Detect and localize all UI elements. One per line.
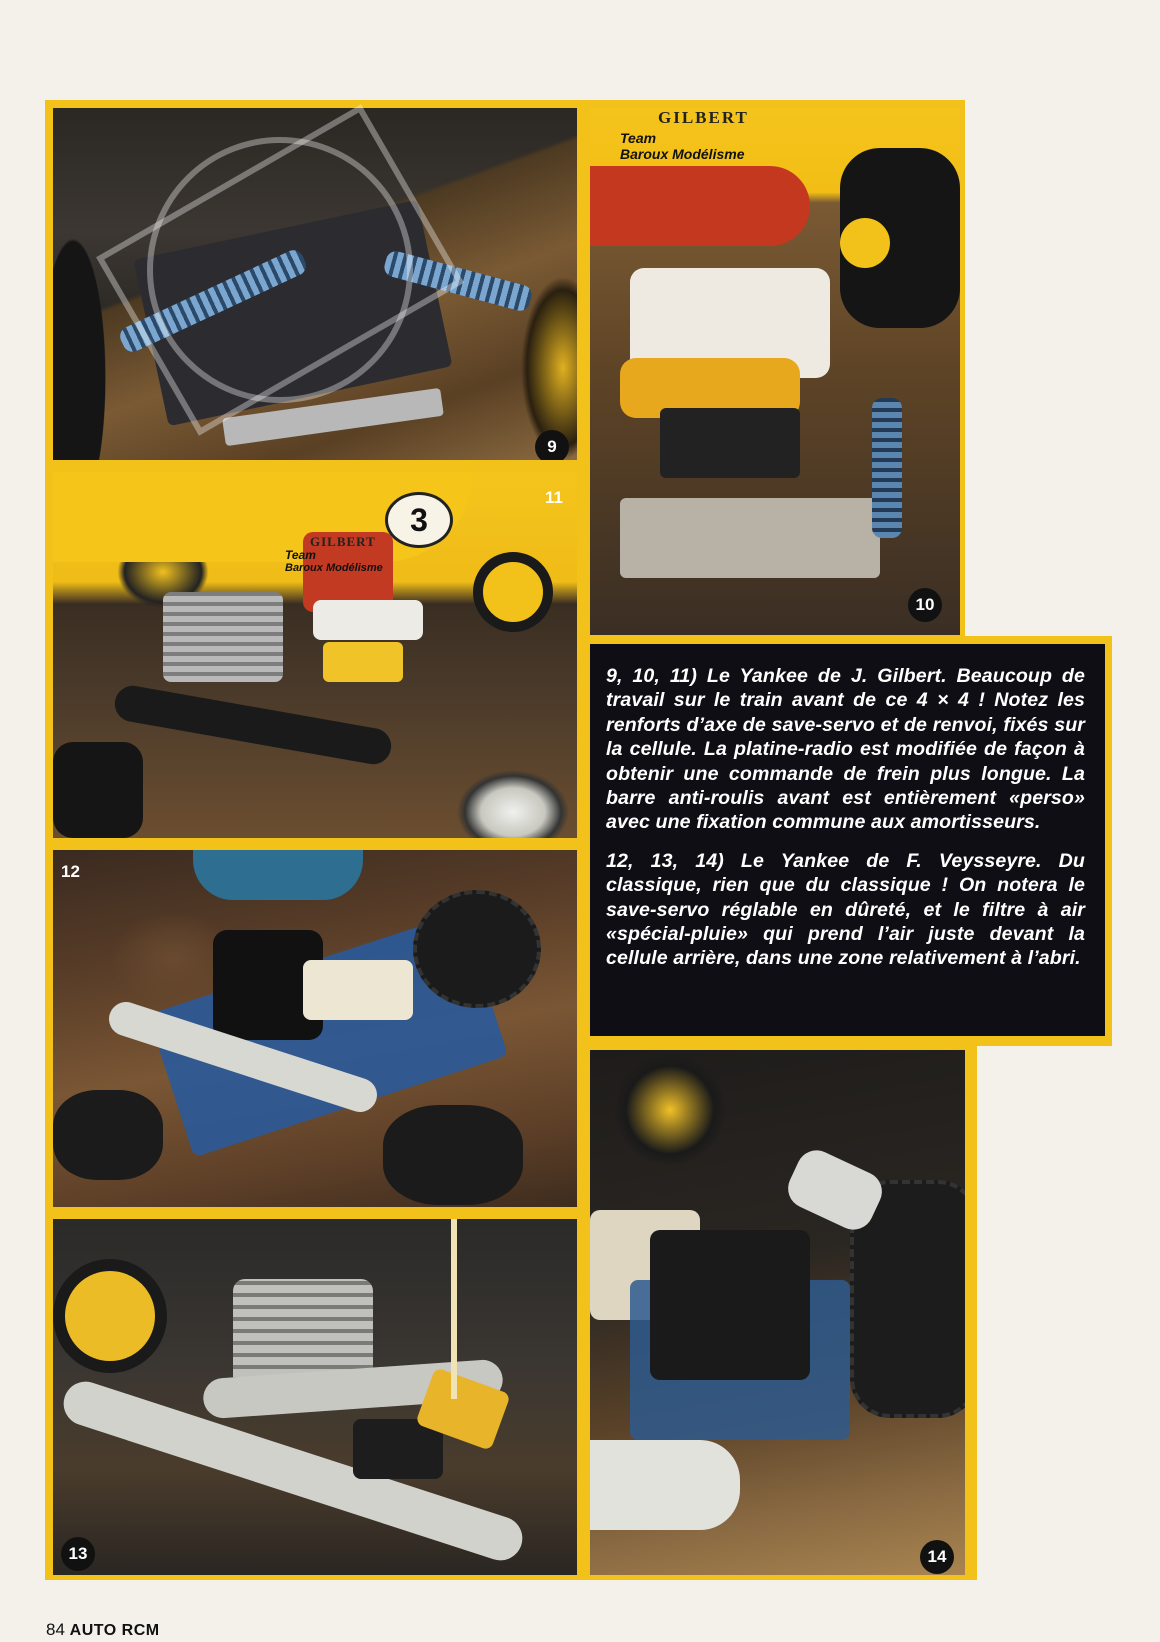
photo-number-badge: 9 xyxy=(535,430,569,460)
photo-number-label: 12 xyxy=(61,862,80,881)
front-wheel-yellow xyxy=(840,218,890,268)
caption-paragraph-veysseyre: 12, 13, 14) Le Yankee de F. Veysseyre. Du classique, rien que du classique ! On notera le save-servo réglable en dûreté, et le filtre à air «spécial-pluie» qui prend l’air juste devant la cellule arrière, dans une zone relativement à l’abri. xyxy=(606,849,1085,970)
tire xyxy=(413,890,541,1008)
wheel xyxy=(53,1259,167,1373)
red-body-panel xyxy=(590,166,810,246)
sponsor-baroux: Baroux Modélisme xyxy=(285,562,383,574)
exhaust-pipe xyxy=(590,1440,740,1530)
engine-block xyxy=(163,592,283,682)
photo-12 xyxy=(53,850,577,1207)
chassis-plate xyxy=(620,498,880,578)
photo-14 xyxy=(590,1050,965,1575)
rear-wheel-yellow xyxy=(473,552,553,632)
photo-13 xyxy=(53,1219,577,1575)
photo-10 xyxy=(590,108,960,635)
publication-name: AUTO RCM xyxy=(69,1622,160,1639)
fuel-line xyxy=(451,1219,457,1399)
front-tire xyxy=(53,742,143,838)
page-number: 84 xyxy=(46,1620,65,1639)
photo-number-label: 11 xyxy=(545,488,563,507)
sponsor-gilbert: GILBERT xyxy=(310,534,376,549)
radio-box xyxy=(660,408,800,478)
tire xyxy=(383,1105,523,1205)
photo-number-badge: 10 xyxy=(908,588,942,622)
sponsor-team: Team xyxy=(285,548,316,562)
tire xyxy=(53,1090,163,1180)
shock-absorber xyxy=(872,398,902,538)
sponsor-gilbert: GILBERT xyxy=(658,108,749,127)
sponsor-team: Team xyxy=(620,130,657,146)
engine-block xyxy=(650,1230,810,1380)
blue-cloth xyxy=(193,850,363,900)
photo-number-badge: 13 xyxy=(61,1537,95,1571)
caption-paragraph-gilbert: 9, 10, 11) Le Yankee de J. Gilbert. Beaucoup de travail sur le train avant de ce 4 × 4 ! Notez les renforts d’axe de save-servo et de renvoi, fixés sur la cellule. La platine-radio est modifiée de façon à obtenir une commande de frein plus longue. La barre anti-roulis avant est entièrement «perso» avec une fixation commune aux amortisseurs. xyxy=(606,665,1085,834)
sponsor-baroux: Baroux Modélisme xyxy=(620,146,745,162)
exhaust-pipe xyxy=(112,683,394,767)
fuel-tank xyxy=(313,600,423,640)
photo-9 xyxy=(53,108,577,460)
page-folio xyxy=(46,1620,160,1640)
car-number: 3 xyxy=(410,501,428,538)
radio-pack xyxy=(323,642,403,682)
fuel-tank xyxy=(303,960,413,1020)
caption-box xyxy=(590,644,1105,1036)
photo-number-badge: 14 xyxy=(920,1540,954,1574)
number-plate xyxy=(385,492,453,548)
photo-11 xyxy=(53,472,577,838)
